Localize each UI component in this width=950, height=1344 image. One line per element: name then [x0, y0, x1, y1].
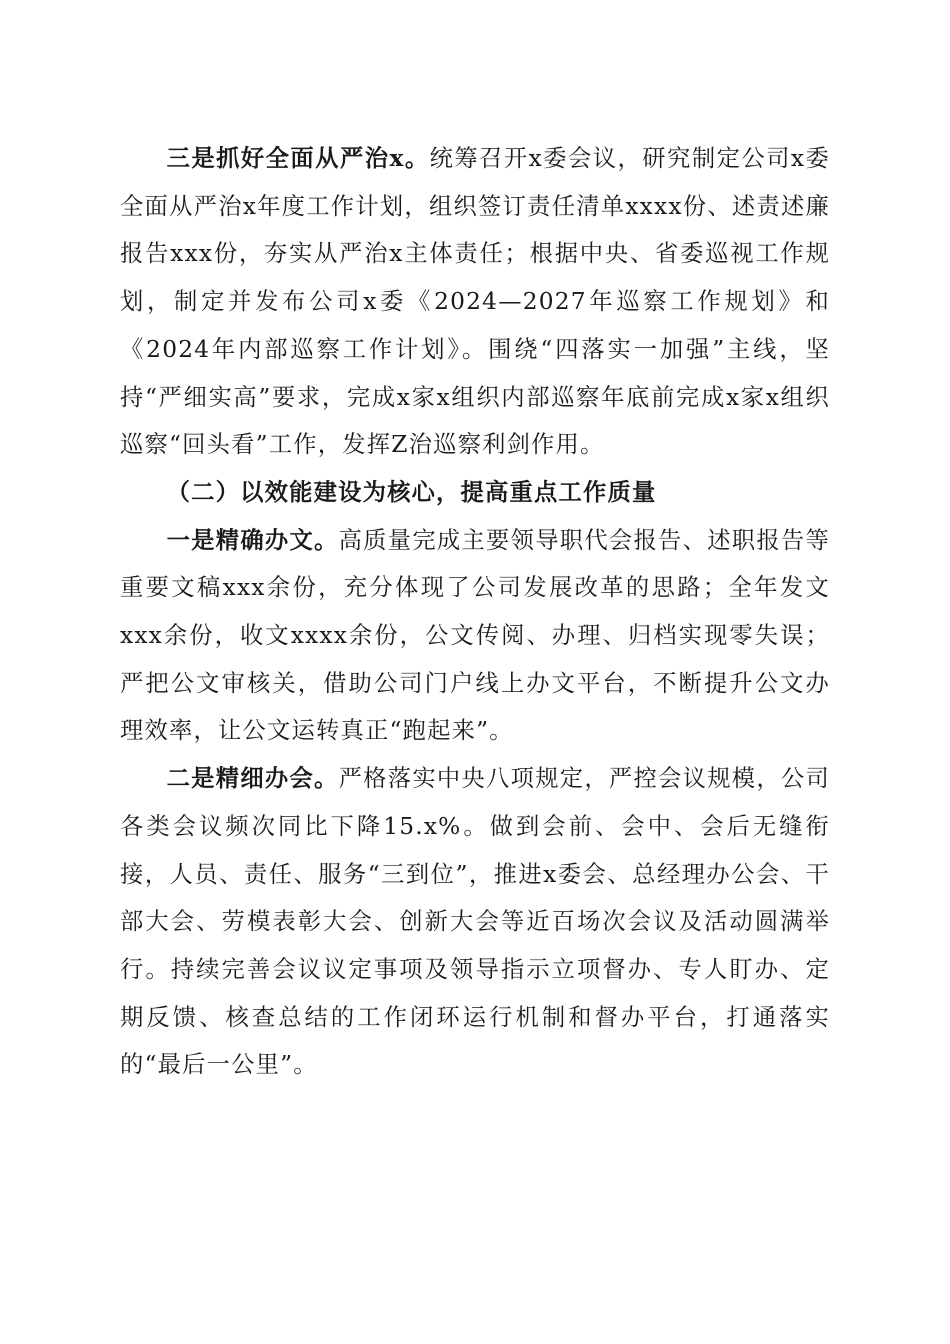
document-page [120, 135, 830, 1089]
paragraph-document-handling [120, 517, 830, 756]
paragraph-body: 统筹召开x委会议，研究制定公司x委全面从严治x年度工作计划，组织签订责任清单xxxx份、述责述廉报告xxx份，夯实从严治x主体责任；根据中央、省委巡视工作规划，制定并发布公司x委《2024—2027年巡察工作规划》和《2024年内部巡察工作计划》。围绕“四落实一加强”主线，坚持“严细实高”要求，完成x家x组织内部巡察年底前完成x家x组织巡察“回头看”工作，发挥Z治巡察利剑作用。 [120, 145, 830, 459]
paragraph-lead: 一是精确办文。 [166, 526, 339, 554]
paragraph-meeting-handling [120, 755, 830, 1089]
paragraph-body: 高质量完成主要领导职代会报告、述职报告等重要文稿xxx余份，充分体现了公司发展改革的思路；全年发文xxx余份，收文xxxx余份，公文传阅、办理、归档实现零失误；严把公文审核关，借助公司门户线上办文平台，不断提升公文办理效率，让公文运转真正“跑起来”。 [120, 526, 830, 745]
paragraph-lead: 三是抓好全面从严治x。 [166, 145, 430, 172]
paragraph-party-governance [120, 135, 830, 469]
paragraph-lead: 二是精细办会。 [166, 765, 339, 793]
section-heading: （二）以效能建设为核心，提高重点工作质量 [166, 478, 657, 506]
paragraph-body: 严格落实中央八项规定，严控会议规模，公司各类会议频次同比下降15.x%。做到会前、会中、会后无缝衔接，人员、责任、服务“三到位”，推进x委会、总经理办公会、干部大会、劳模表彰大会、创新大会等近百场次会议及活动圆满举行。持续完善会议议定事项及领导指示立项督办、专人盯办、定期反馈、核查总结的工作闭环运行机制和督办平台，打通落实的“最后一公里”。 [120, 765, 830, 1079]
